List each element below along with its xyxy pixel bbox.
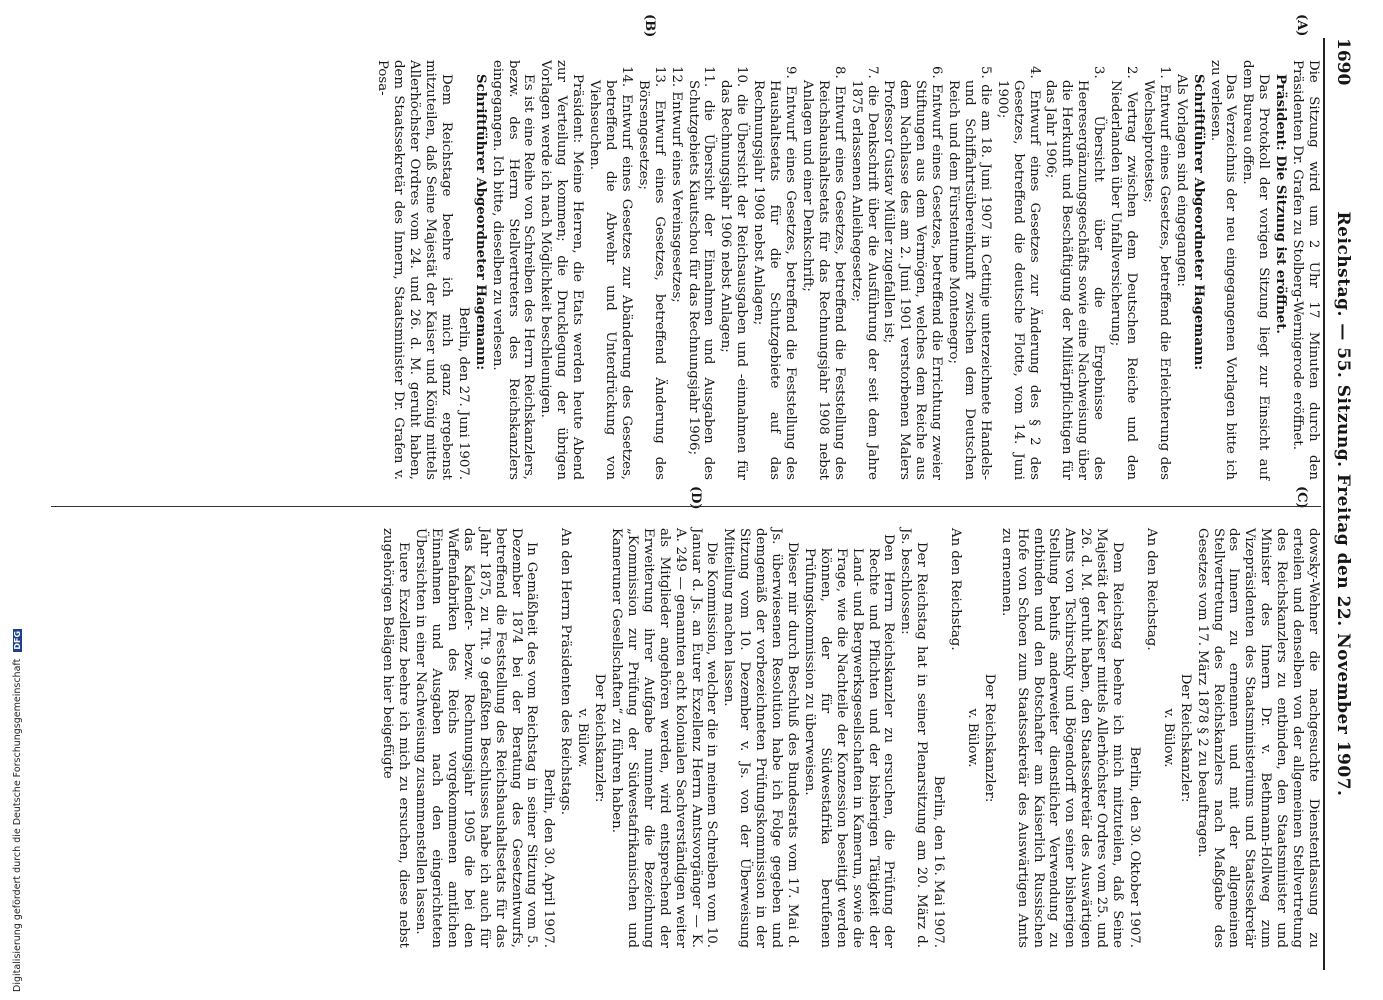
margin-mark-d: (D) bbox=[688, 486, 703, 510]
list-item: 3. Übersicht über die Ergebnisse des Heeresergänzungsgeschäfts sowie eine Nachweisung über die Herkunft und Beschäftigung der Militärpflichtigen für das Jahr 1906; bbox=[1043, 66, 1107, 480]
list-item: 9. Entwurf eines Gesetzes, betreffend die Feststellung des Haushaltsetats für die Schutzgebiete auf das Rechnungsjahr 1908 nebst Anlagen; bbox=[751, 66, 798, 480]
digitization-credit bbox=[12, 629, 23, 992]
letter-date: Berlin, den 16. Mai 1907. bbox=[931, 775, 947, 948]
list-item: 10. die Übersicht der Reichsausgaben und -einnahmen für das Rechnungsjahr 1906 nebst Anlagen; bbox=[718, 66, 750, 480]
paragraph: Es ist eine Reihe von Schreiben des Herrn Reichskanzlers, bezw. des Herrn Stellvertreters des Reichskanzlers eingegangen. Ich bitte, dieselben zu verlesen. bbox=[489, 60, 537, 480]
paragraph: Euere Exzellenz beehre ich mich zu ersuchen, diese nebst zugehörigen Belägen hier beigefügte bbox=[380, 528, 412, 948]
paragraph: Der Reichstag hat in seiner Plenarsitzung am 20. März d. Js. beschlossen: bbox=[898, 528, 930, 948]
letter-date: Berlin, den 27. Juni 1907. bbox=[455, 306, 471, 480]
margin-mark-b: (B) bbox=[642, 14, 657, 38]
paragraph: Die Sitzung wird um 2 Uhr 17 Minuten durch den Präsidenten Dr. Grafen zu Stolberg-Wernigerode eröffnet. bbox=[1290, 60, 1321, 480]
letter-date: Berlin, den 30. Oktober 1907. bbox=[1127, 746, 1143, 948]
signature-name: v. Bülow. bbox=[575, 708, 591, 768]
paragraph: Als Vorlagen sind eingegangen: bbox=[1173, 74, 1189, 287]
signature-title: Der Reichskanzler: bbox=[981, 673, 997, 803]
page-title: Reichstag. — 55. Sitzung. Freitag den 22. November 1907. bbox=[1333, 211, 1353, 797]
signature-title: Der Reichskanzler: bbox=[592, 673, 608, 803]
paragraph: Dem Reichstage beehre ich mich ganz ergebenst mitzuteilen, daß Seine Majestät der Kaiser und König mittels Allerhöchster Ordres vom 24. und 26. d. M. geruht haben, dem Staatssekretär des Innern, Staatsminister Dr. Grafen v. Posa- bbox=[375, 60, 454, 480]
list-item: 2. Vertrag zwischen dem Deutschen Reiche und den Niederlanden über Unfallversicherung; bbox=[1108, 66, 1140, 480]
list-item: 7. die Denkschrift über die Ausführung der seit dem Jahre 1875 erlassenen Anleihegesetze; bbox=[848, 66, 880, 480]
signature-name: v. Bülow. bbox=[1160, 708, 1176, 768]
page-header bbox=[1325, 38, 1355, 970]
signature-name: v. Bülow. bbox=[964, 708, 980, 768]
paragraph: In Gemäßheit des vom Reichstag in seiner Sitzung vom 5. Dezember 1874 bei der Beratung des Gesetzentwurfs, betreffend die Feststellung des Reichshaushaltsetats für das Jahr 1875, zu Tit. 9 gefaßten Beschlusses habe ich auch für das Kalender- bezw. Rechnungsjahr 1905 die bei den Waffenfabriken des Reichs vorgekommenen amtlichen Einnahmen und Ausgaben nach den eingerichteten Übersichten in einer Nachweisung zusammenstellen lassen. bbox=[413, 528, 540, 948]
text-column-right bbox=[378, 528, 1321, 948]
speaker-line: Schriftführer Abgeordneter Hagemann: bbox=[1190, 74, 1206, 371]
page-number: 1690 bbox=[1333, 38, 1353, 86]
text-column-left bbox=[373, 60, 1321, 480]
credit-text: Digitalisierung gefördert durch die Deutsche Forschungsgemeinschaft bbox=[12, 658, 23, 992]
margin-mark-a: (A) bbox=[1294, 14, 1309, 37]
paragraph: Das Protokoll der vorigen Sitzung liegt zur Einsicht auf dem Bureau offen. bbox=[1240, 60, 1272, 480]
paragraph: dowsky-Wehner die nachgesuchte Dienstentlassung zu erteilen und denselben von der allgemeinen Stellvertretung des Reichskanzlers zu entbinden, den Staatsminister und Minister des Innern Dr. v. Bethmann-Hollweg zum Vizepräsidenten des Staatsministeriums und Staatssekretär des Innern zu ernennen und mit der allgemeinen Stellvertretung des Reichskanzlers nach Maßgabe des Gesetzes vom 17. März 1878 § 2 zu beauftragen. bbox=[1194, 528, 1321, 948]
list-item: 4. Entwurf eines Gesetzes zur Änderung des § 2 des Gesetzes, betreffend die deutsche Flotte, vom 14. Juni 1900; bbox=[994, 66, 1042, 480]
signature-title: Der Reichskanzler: bbox=[1177, 673, 1193, 803]
dfg-logo: DFG bbox=[13, 630, 22, 650]
list-item: 14. Entwurf eines Gesetzes zur Abänderung des Gesetzes, betreffend die Abwehr und Unterdrückung von Viehseuchen. bbox=[587, 66, 634, 480]
letter-address: An den Reichstag. bbox=[1143, 528, 1159, 651]
list-item: 5. die am 18. Juni 1907 in Cettinje unterzeichnete Handels- und Schiffahrtsübereinkunft zwischen dem Deutschen Reich und dem Fürstentume Montenegro; bbox=[946, 66, 993, 480]
list-item: 12. Entwurf eines Vereinsgesetzes; bbox=[668, 66, 684, 303]
list-item: 1. Entwurf eines Gesetzes, betreffend die Erleichterung des Wechselprotestes; bbox=[1140, 66, 1172, 480]
paragraph: Das Verzeichnis der neu eingegangenen Vorlagen bitte ich zu verlesen. bbox=[1207, 60, 1239, 480]
header-rule bbox=[1323, 38, 1325, 970]
list-item: 11. die Übersicht der Einnahmen und Ausgaben des Schutzgebiets Kiautschou für das Rechnungsjahr 1906; bbox=[685, 66, 717, 480]
list-item: 8. Entwurf eines Gesetzes, betreffend die Feststellung des Reichshaushaltsetats für das Rechnungsjahr 1908 nebst Anlagen und einer Denkschrift; bbox=[799, 66, 847, 480]
margin-mark-c: (C) bbox=[1294, 486, 1309, 509]
speaker-line: Schriftführer Abgeordneter Hagemann: bbox=[472, 74, 488, 371]
paragraph: Dieser mir durch Beschluß des Bundesrats vom 17. Mai d. Js. überwiesenen Resolution habe ich Folge gegeben und demgemäß der vorbezeichneten Prüfungskommission in der Sitzung vom 10. Dezember v. Js. von der Überweisung Mitteilung machen lassen. bbox=[721, 528, 800, 948]
letter-address: An den Reichstag. bbox=[948, 528, 964, 651]
paragraph: Dem Reichstag beehre ich mich mitzuteilen, daß Seine Majestät der Kaiser mittels Allerhöchster Ordres vom 25. und 26. d. M. geruht haben, den Staatssekretär des Auswärtigen Amts von Tschirschky und Bögendorff von seiner bisherigen Stellung behufs anderweiter dienstlicher Verwendung zu entbinden und den Botschafter am Kaiserlich Russischen Hofe von Schoen zum Staatssekretär des Auswärtigen Amts zu ernennen. bbox=[998, 528, 1126, 948]
paragraph: Präsident: Meine Herren, die Etats werden heute Abend zur Verteilung kommen; die Drucklegung der übrigen Vorlagen werde ich nach Möglichkeit beschleunigen. bbox=[538, 60, 586, 480]
list-item: 13. Entwurf eines Gesetzes, betreffend Änderung des Börsengesetzes; bbox=[635, 66, 667, 480]
letter-date: Berlin, den 30. April 1907. bbox=[541, 768, 557, 948]
list-item: 6. Entwurf eines Gesetzes, betreffend die Errichtung zweier Stiftungen aus dem Vermögen, welches dem Reiche aus dem Nachlasse des am 2. Juni 1901 verstorbenen Malers Professor Gustav Müller zugefallen ist; bbox=[881, 66, 945, 480]
paragraph: Die Kommission, welcher die in meinem Schreiben vom 10. Januar d. Js. an Eurer Exzellenz Herrn Amtsvorgänger — K. A. 249 — genannten acht kolonialen Sachverständigen weiter als Mitglieder angehören werden, wird entsprechend der Erweiterung ihrer Aufgabe nunmehr die Bezeichnung „Kommission zur Prüfung der Südwestafrikanischen und Kameruner Gesellschaften“ zu führen haben. bbox=[609, 528, 720, 948]
resolution-quote: Den Herrn Reichskanzler zu ersuchen, die Prüfung der Rechte und Pflichten und der bisherigen Tätigkeit der Land- und Bergwerksgesellschaften in Kamerun, sowie die Frage, wie die Nachteile der Konzession beseitigt werden können, der für Südwestafrika berufenen Prüfungskommission zu überweisen. bbox=[801, 534, 897, 948]
letter-address: An den Herrn Präsidenten des Reichstags. bbox=[558, 528, 574, 816]
column-divider bbox=[51, 506, 1321, 507]
paragraph: Präsident: Die Sitzung ist eröffnet. bbox=[1273, 74, 1289, 334]
